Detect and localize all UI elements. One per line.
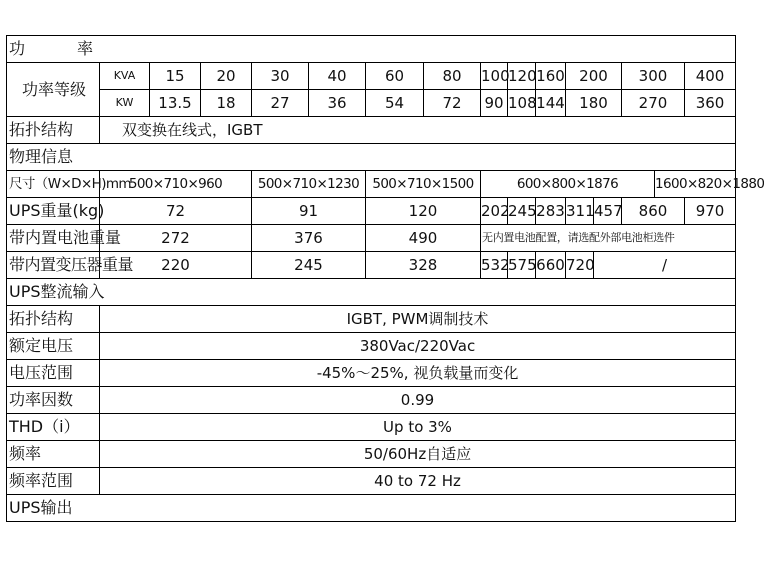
rectifier-label: 频率范围: [7, 468, 100, 495]
rectifier-row: [7, 387, 736, 414]
kva-cell: 30: [252, 63, 309, 90]
weight-cell: 457: [594, 198, 622, 225]
kw-cell: 360: [685, 90, 736, 117]
rectifier-value: 40 to 72 Hz: [100, 468, 736, 495]
rectifier-value: 380Vac/220Vac: [100, 333, 736, 360]
ups-spec-table: [6, 35, 764, 522]
size-cell: 1600×820×1880: [655, 171, 736, 198]
kw-cell: 36: [309, 90, 366, 117]
weight-cell: 202: [481, 198, 508, 225]
kva-cell: 80: [424, 63, 481, 90]
physical-section-row: [7, 144, 736, 171]
battery-weight-label: 带内置电池重量: [7, 225, 100, 252]
size-cell: 600×800×1876: [481, 171, 655, 198]
rectifier-row: [7, 414, 736, 441]
power-title: 功 率: [7, 36, 736, 63]
rectifier-row: [7, 333, 736, 360]
kva-cell: 20: [201, 63, 252, 90]
weight-cell: 970: [685, 198, 736, 225]
rectifier-label: 额定电压: [7, 333, 100, 360]
rectifier-row: [7, 441, 736, 468]
kw-cell: 90: [481, 90, 508, 117]
rectifier-section-title: UPS整流输入: [7, 279, 736, 306]
rectifier-row: [7, 360, 736, 387]
transformer-weight-cell: 328: [366, 252, 481, 279]
rectifier-value: 0.99: [100, 387, 736, 414]
battery-weight-note: 无内置电池配置，请选配外部电池柜选件: [481, 225, 736, 252]
rectifier-value: IGBT, PWM调制技术: [100, 306, 736, 333]
transformer-weight-cell: 245: [252, 252, 366, 279]
topology-row: [7, 117, 736, 144]
transformer-weight-row: [7, 252, 736, 279]
power-grade-kva-row: [7, 63, 736, 90]
size-label: 尺寸（W×D×H)mm: [7, 171, 100, 198]
kva-cell: 15: [150, 63, 201, 90]
size-row: [7, 171, 736, 198]
transformer-weight-cell: 660: [536, 252, 566, 279]
kva-cell: 160: [536, 63, 566, 90]
kw-cell: 13.5: [150, 90, 201, 117]
kw-cell: 180: [566, 90, 622, 117]
kw-cell: 108: [508, 90, 536, 117]
kw-cell: 72: [424, 90, 481, 117]
rectifier-value: -45%～25%, 视负载量而变化: [100, 360, 736, 387]
kw-cell: 27: [252, 90, 309, 117]
battery-weight-cell: 272: [100, 225, 252, 252]
output-section-title: UPS输出: [7, 495, 736, 522]
transformer-weight-cell: 220: [100, 252, 252, 279]
weight-row: [7, 198, 736, 225]
rectifier-row: [7, 306, 736, 333]
kva-cell: 300: [622, 63, 685, 90]
transformer-weight-cell: 532: [481, 252, 508, 279]
physical-section-title: 物理信息: [7, 144, 736, 171]
rectifier-label: 频率: [7, 441, 100, 468]
power-grade-kw-row: [7, 90, 736, 117]
kw-cell: 144: [536, 90, 566, 117]
battery-weight-cell: 376: [252, 225, 366, 252]
kva-cell: 120: [508, 63, 536, 90]
transformer-weight-cell: /: [594, 252, 736, 279]
transformer-weight-cell: 575: [508, 252, 536, 279]
weight-cell: 72: [100, 198, 252, 225]
weight-label: UPS重量(kg): [7, 198, 100, 225]
size-cell: 500×710×960: [100, 171, 252, 198]
size-cell: 500×710×1500: [366, 171, 481, 198]
weight-cell: 283: [536, 198, 566, 225]
kw-cell: 18: [201, 90, 252, 117]
power-grade-label: 功率等级: [7, 63, 100, 117]
weight-cell: 120: [366, 198, 481, 225]
power-title-row: [7, 36, 736, 63]
kva-unit: KVA: [100, 63, 150, 90]
weight-cell: 311: [566, 198, 594, 225]
weight-cell: 860: [622, 198, 685, 225]
battery-weight-row: [7, 225, 736, 252]
kw-cell: 270: [622, 90, 685, 117]
rectifier-row: [7, 468, 736, 495]
kva-cell: 100: [481, 63, 508, 90]
weight-cell: 91: [252, 198, 366, 225]
rectifier-label: THD（i）: [7, 414, 100, 441]
transformer-weight-cell: 720: [566, 252, 594, 279]
rectifier-label: 电压范围: [7, 360, 100, 387]
kw-cell: 54: [366, 90, 424, 117]
size-cell: 500×710×1230: [252, 171, 366, 198]
kw-unit: KW: [100, 90, 150, 117]
weight-cell: 245: [508, 198, 536, 225]
rectifier-value: Up to 3%: [100, 414, 736, 441]
kva-cell: 60: [366, 63, 424, 90]
topology-label: 拓扑结构: [7, 117, 100, 144]
rectifier-label: 拓扑结构: [7, 306, 100, 333]
rectifier-label: 功率因数: [7, 387, 100, 414]
topology-value: 双变换在线式，IGBT: [100, 117, 736, 144]
transformer-weight-label: 带内置变压器重量: [7, 252, 100, 279]
rectifier-section-row: [7, 279, 736, 306]
kva-cell: 200: [566, 63, 622, 90]
kva-cell: 400: [685, 63, 736, 90]
output-section-row: [7, 495, 736, 522]
kva-cell: 40: [309, 63, 366, 90]
battery-weight-cell: 490: [366, 225, 481, 252]
rectifier-value: 50/60Hz自适应: [100, 441, 736, 468]
